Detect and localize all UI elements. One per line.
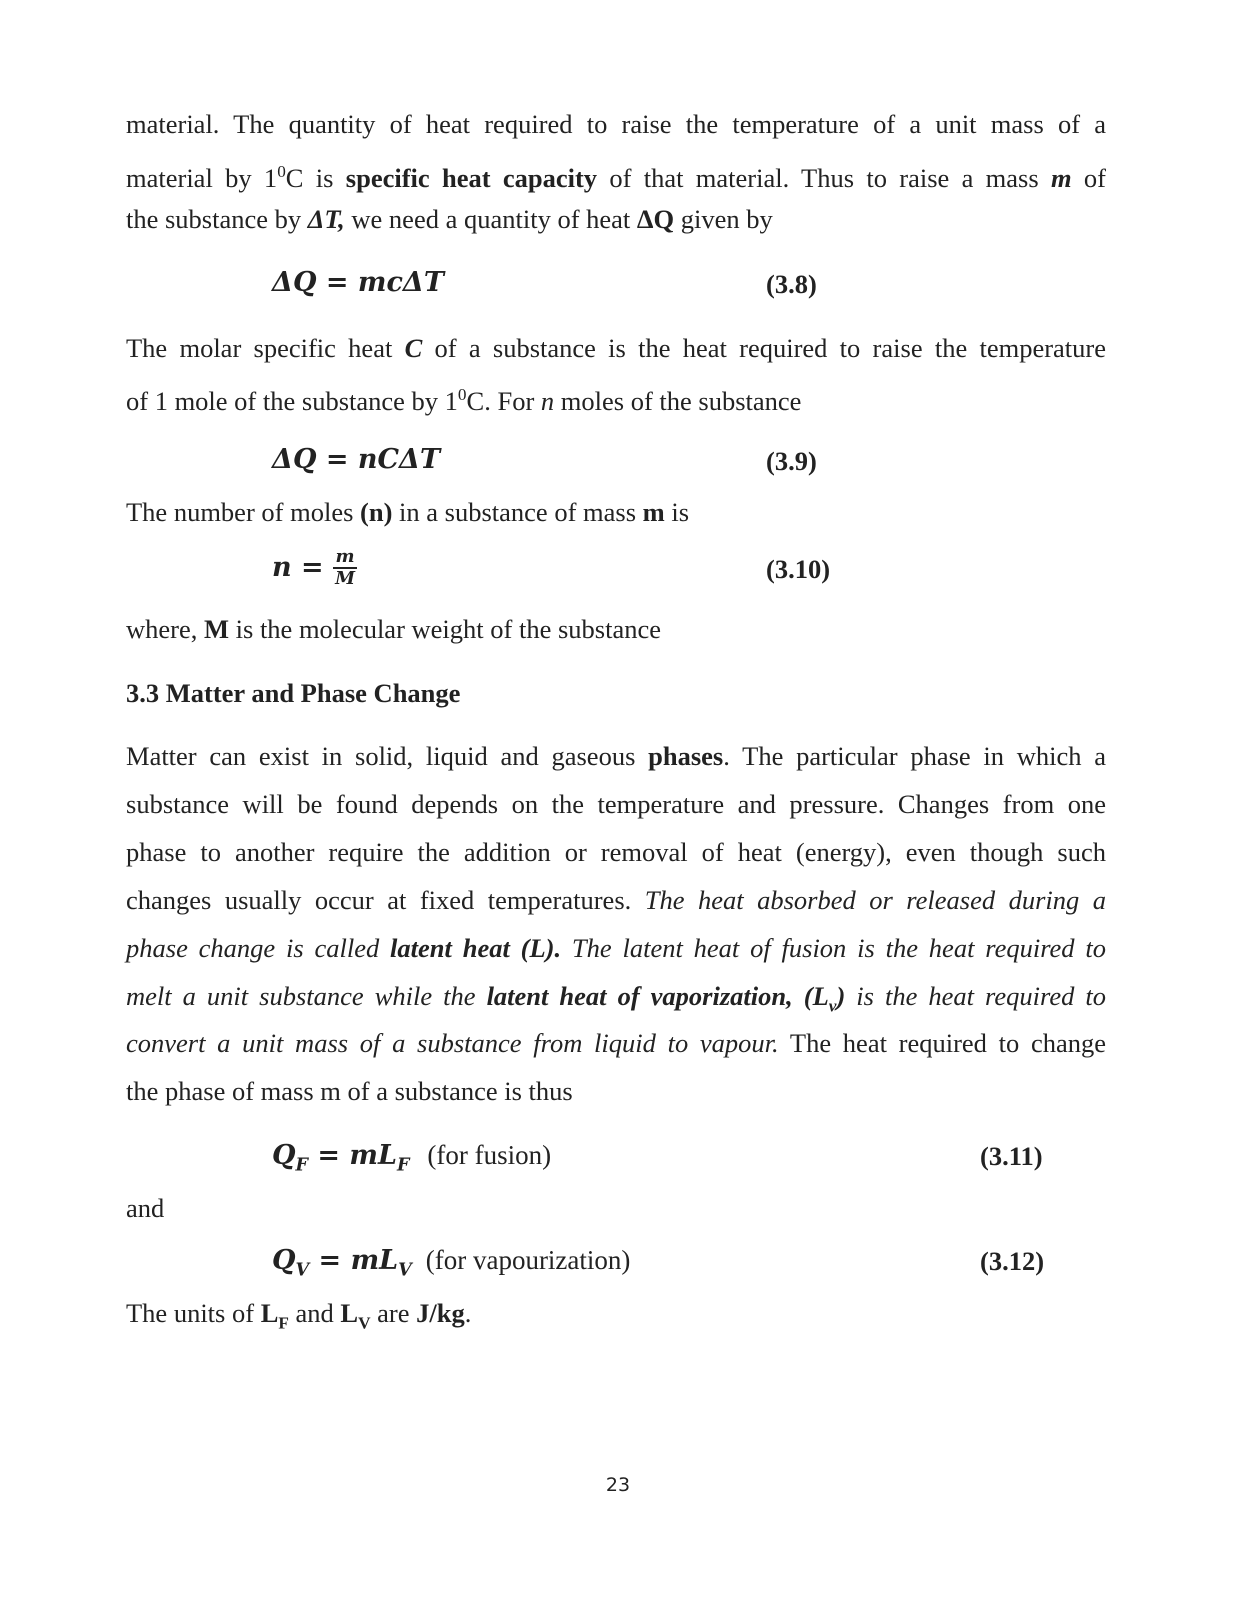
term-specific-heat-capacity: specific heat capacity	[345, 162, 598, 193]
equation-3-10: n = $\frac{m}{M}$	[272, 546, 355, 589]
equation-number-3-10: (3.10)	[766, 554, 831, 584]
para5-line6: melt a unit substance while the latent heat of vaporization, $(L_v)$ is the heat required to	[126, 981, 1106, 1016]
para1-line1: material. The quantity of heat required to raise the temperature of a unit mass of a	[126, 109, 1106, 139]
para1-line3: the substance by ΔT, we need a quantity of heat ΔQ given by	[126, 204, 773, 234]
para1-line2: material by $1^0C$ is specific heat capacity of that material. Thus to raise a mass m of	[126, 162, 1106, 193]
para6-line: The units of $L_F$ and $L_V$ are J/kg.	[126, 1298, 472, 1333]
connector-and: and	[126, 1193, 165, 1223]
para5-line3: phase to another require the addition or removal of heat (energy), even though such	[126, 837, 1106, 867]
para5-line7: convert a unit mass of a substance from liquid to vapour. The heat required to change	[126, 1028, 1106, 1058]
fraction: $\frac{m}{M}$	[335, 546, 355, 589]
para5-line1: Matter can exist in solid, liquid and gaseous phases. The particular phase in which a	[126, 741, 1106, 771]
equation-3-8: ΔQ = mcΔT	[272, 267, 444, 298]
para5-line8: the phase of mass m of a substance is thus	[126, 1076, 573, 1106]
equation-3-12: $Q_V = mL_V$ (for vapourization)	[272, 1245, 631, 1281]
para5-line5: phase change is called latent heat (L). The latent heat of fusion is the heat required to	[126, 933, 1106, 963]
equation-number-3-9: (3.9)	[766, 446, 817, 476]
equation-number-3-11: (3.11)	[980, 1141, 1043, 1171]
para2-line1: The molar specific heat C of a substance is the heat required to raise the temperature	[126, 333, 1107, 363]
page-number: 23	[605, 1474, 631, 1496]
para5-line4: changes usually occur at fixed temperatures. The heat absorbed or released during a	[126, 885, 1106, 915]
section-heading: 3.3 Matter and Phase Change	[126, 678, 461, 708]
equation-3-11: $Q_F = mL_F$ (for fusion)	[272, 1140, 552, 1176]
para3-line: The number of moles (n) in a substance of mass m is	[126, 497, 690, 527]
para4-line: where, M is the molecular weight of the substance	[126, 614, 661, 644]
equation-number-3-12: (3.12)	[980, 1246, 1045, 1276]
para2-line2: of 1 mole of the substance by $1^0C$. For n moles of the substance	[126, 385, 802, 416]
para5-line2: substance will be found depends on the temperature and pressure. Changes from one	[126, 789, 1106, 819]
equation-number-3-8: (3.8)	[766, 269, 817, 299]
equation-3-9: ΔQ = nCΔT	[272, 444, 441, 475]
